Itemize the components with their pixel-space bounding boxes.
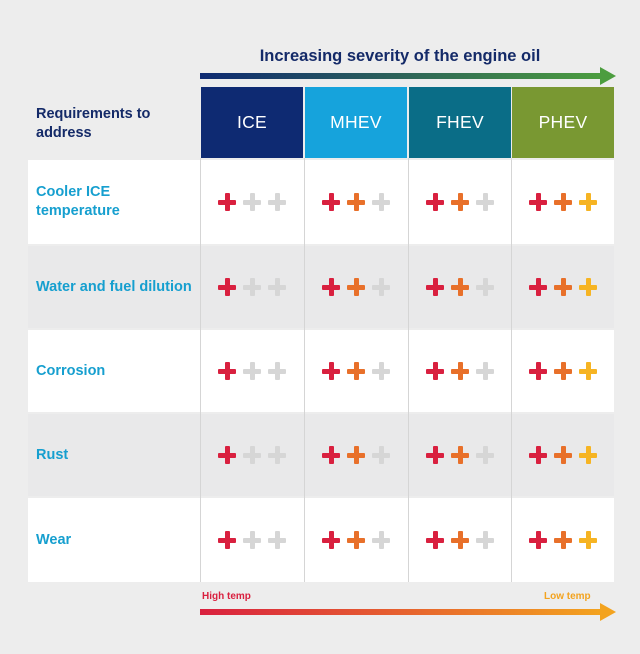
temperature-arrow — [200, 602, 616, 622]
plus-icon — [218, 362, 236, 380]
severity-cell — [512, 498, 614, 582]
row-label: Wear — [36, 531, 72, 548]
plus-icon — [579, 193, 597, 211]
plus-icon — [347, 278, 365, 296]
plus-icon — [372, 362, 390, 380]
plus-icon — [554, 362, 572, 380]
plus-icon — [579, 531, 597, 549]
plus-icon — [322, 446, 340, 464]
plus-icon — [218, 446, 236, 464]
plus-icon — [476, 278, 494, 296]
severity-cell — [305, 160, 407, 244]
high-temp-label: High temp — [202, 591, 251, 602]
severity-cell — [305, 330, 407, 412]
severity-arrow — [200, 66, 616, 86]
plus-icon — [476, 531, 494, 549]
severity-cell — [512, 414, 614, 496]
severity-cell — [409, 498, 511, 582]
row-label: Water and fuel dilution — [36, 278, 192, 295]
severity-title: Increasing severity of the engine oil — [259, 47, 541, 65]
plus-icon — [243, 193, 261, 211]
severity-cell — [201, 160, 303, 244]
plus-icon — [218, 278, 236, 296]
plus-icon — [529, 446, 547, 464]
plus-icon — [529, 531, 547, 549]
plus-icon — [243, 278, 261, 296]
plus-icon — [451, 278, 469, 296]
plus-icon — [451, 362, 469, 380]
severity-cell — [201, 330, 303, 412]
plus-icon — [451, 446, 469, 464]
plus-icon — [243, 531, 261, 549]
plus-icon — [243, 446, 261, 464]
column-header-fhev: FHEV — [409, 87, 511, 158]
plus-icon — [322, 531, 340, 549]
plus-icon — [372, 446, 390, 464]
row-label: Corrosion — [36, 362, 106, 379]
plus-icon — [347, 446, 365, 464]
severity-cell — [409, 246, 511, 328]
requirements-header: Requirements to address — [36, 106, 151, 141]
plus-icon — [476, 446, 494, 464]
column-header-phev: PHEV — [512, 87, 614, 158]
plus-icon — [579, 278, 597, 296]
column-header-mhev: MHEV — [305, 87, 407, 158]
plus-icon — [554, 278, 572, 296]
plus-icon — [347, 193, 365, 211]
severity-cell — [512, 160, 614, 244]
plus-icon — [218, 193, 236, 211]
severity-cell — [201, 498, 303, 582]
row-label: Cooler ICE temperature — [36, 184, 120, 219]
plus-icon — [529, 193, 547, 211]
plus-icon — [579, 446, 597, 464]
severity-cell — [512, 330, 614, 412]
plus-icon — [322, 278, 340, 296]
severity-cell — [305, 246, 407, 328]
severity-cell — [409, 330, 511, 412]
plus-icon — [451, 531, 469, 549]
plus-icon — [372, 531, 390, 549]
severity-cell — [409, 414, 511, 496]
severity-cell — [305, 498, 407, 582]
plus-icon — [579, 362, 597, 380]
plus-icon — [529, 362, 547, 380]
row-label: Rust — [36, 446, 69, 463]
plus-icon — [426, 362, 444, 380]
plus-icon — [372, 278, 390, 296]
plus-icon — [554, 446, 572, 464]
plus-icon — [268, 362, 286, 380]
plus-icon — [529, 278, 547, 296]
plus-icon — [426, 193, 444, 211]
plus-icon — [268, 193, 286, 211]
severity-cell — [409, 160, 511, 244]
plus-icon — [476, 193, 494, 211]
plus-icon — [451, 193, 469, 211]
plus-icon — [268, 531, 286, 549]
plus-icon — [322, 193, 340, 211]
plus-icon — [426, 446, 444, 464]
column-header-ice: ICE — [201, 87, 303, 158]
plus-icon — [476, 362, 494, 380]
severity-cell — [201, 246, 303, 328]
plus-icon — [426, 531, 444, 549]
plus-icon — [347, 362, 365, 380]
plus-icon — [347, 531, 365, 549]
plus-icon — [218, 531, 236, 549]
plus-icon — [322, 362, 340, 380]
severity-cell — [305, 414, 407, 496]
plus-icon — [268, 278, 286, 296]
plus-icon — [554, 193, 572, 211]
plus-icon — [426, 278, 444, 296]
plus-icon — [268, 446, 286, 464]
severity-cell — [201, 414, 303, 496]
plus-icon — [243, 362, 261, 380]
low-temp-label: Low temp — [544, 591, 591, 602]
plus-icon — [372, 193, 390, 211]
plus-icon — [554, 531, 572, 549]
severity-cell — [512, 246, 614, 328]
